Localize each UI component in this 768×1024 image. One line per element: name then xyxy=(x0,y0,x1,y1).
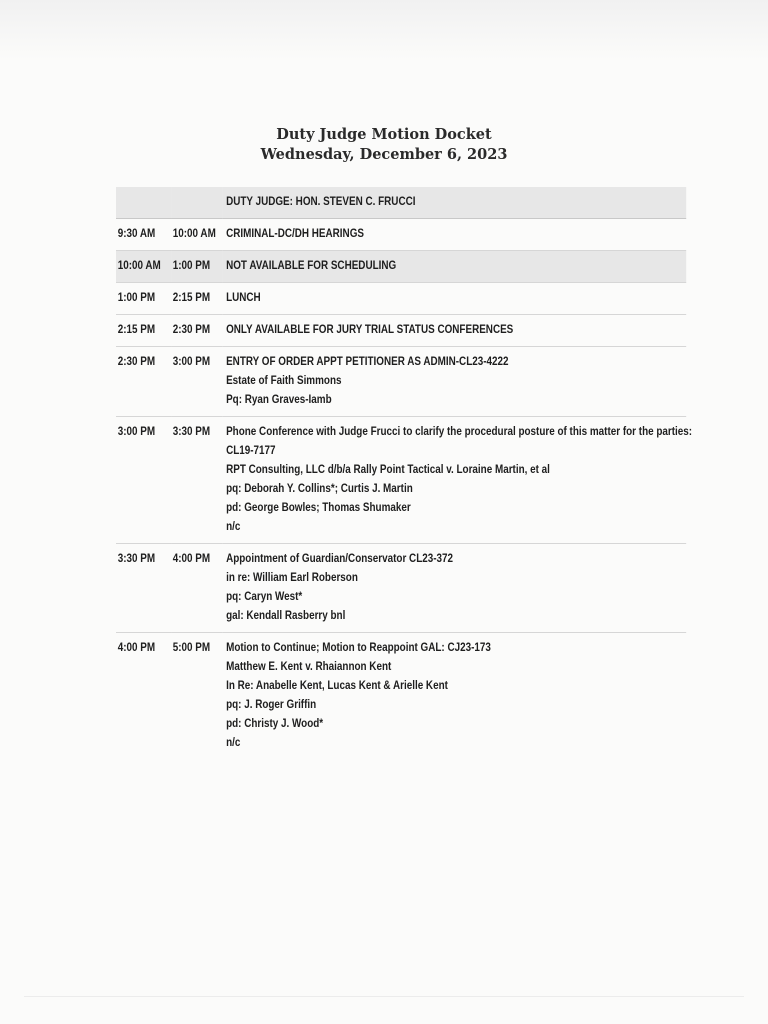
docket-row xyxy=(116,417,686,544)
end-time: 2:15 PM xyxy=(171,283,223,315)
end-time: 5:00 PM xyxy=(172,642,211,654)
docket-row xyxy=(116,251,686,283)
entry-line: In Re: Anabelle Kent, Lucas Kent & Arielle Kent xyxy=(226,680,448,692)
entry-line: pq: Caryn West* xyxy=(226,591,303,603)
entry-description xyxy=(223,219,687,251)
docket-row xyxy=(116,315,686,347)
start-time: 10:00 AM xyxy=(116,251,171,283)
entry-line: in re: William Earl Roberson xyxy=(226,572,358,584)
entry-line: Matthew E. Kent v. Rhaiannon Kent xyxy=(226,661,392,673)
entry-description xyxy=(223,315,687,347)
docket-row xyxy=(116,347,686,417)
judge-row xyxy=(116,187,686,219)
start-time: 9:30 AM xyxy=(116,219,171,251)
start-time: 1:00 PM xyxy=(116,283,171,315)
judge-row-blank-start xyxy=(116,187,171,219)
entry-description xyxy=(223,633,687,760)
docket-row xyxy=(116,544,686,633)
start-time: 3:30 PM xyxy=(116,544,171,633)
entry-line: Pq: Ryan Graves-Iamb xyxy=(226,394,332,406)
entry-description xyxy=(223,347,687,417)
docket-date: Wednesday, December 6, 2023 xyxy=(260,146,508,163)
docket-table xyxy=(116,187,693,759)
docket-header xyxy=(0,125,768,165)
end-time: 10:00 AM xyxy=(171,219,223,251)
docket-row xyxy=(116,219,686,251)
entry-line: CRIMINAL-DC/DH HEARINGS xyxy=(226,228,364,240)
start-time: 4:00 PM xyxy=(117,642,156,654)
entry-line: Motion to Continue; Motion to Reappoint GAL: CJ23-173 xyxy=(226,642,491,654)
entry-line: pq: J. Roger Griffin xyxy=(226,699,317,711)
docket-row xyxy=(116,283,686,315)
entry-description xyxy=(223,283,687,315)
entry-line: n/c xyxy=(226,521,241,533)
entry-line: Phone Conference with Judge Frucci to clarify the procedural posture of this matter for the parties: xyxy=(226,426,693,438)
entry-line: pd: George Bowles; Thomas Shumaker xyxy=(226,502,411,514)
entry-line: pd: Christy J. Wood* xyxy=(226,718,324,730)
docket-title: Duty Judge Motion Docket xyxy=(276,126,492,143)
entry-description xyxy=(223,251,687,283)
entry-line: Estate of Faith Simmons xyxy=(226,375,342,387)
end-time: 3:00 PM xyxy=(171,347,223,417)
entry-line: pq: Deborah Y. Collins*; Curtis J. Martin xyxy=(226,483,413,495)
entry-line: NOT AVAILABLE FOR SCHEDULING xyxy=(226,260,397,272)
end-time: 3:30 PM xyxy=(171,417,223,544)
entry-description xyxy=(223,544,687,633)
end-time: 1:00 PM xyxy=(171,251,223,283)
entry-line: RPT Consulting, LLC d/b/a Rally Point Tactical v. Loraine Martin, et al xyxy=(226,464,550,476)
entry-line: LUNCH xyxy=(226,292,261,304)
entry-line: CL19-7177 xyxy=(226,445,276,457)
docket-row xyxy=(116,633,686,760)
entry-line: n/c xyxy=(226,737,241,749)
start-time: 2:30 PM xyxy=(116,347,171,417)
start-time: 3:00 PM xyxy=(116,417,171,544)
scan-top-shadow xyxy=(0,0,768,60)
entry-line: ONLY AVAILABLE FOR JURY TRIAL STATUS CONFERENCES xyxy=(226,324,514,336)
start-time: 2:15 PM xyxy=(116,315,171,347)
entry-line: ENTRY OF ORDER APPT PETITIONER AS ADMIN-CL23-4222 xyxy=(226,356,509,368)
scan-bottom-edge xyxy=(24,996,744,997)
end-time: 4:00 PM xyxy=(171,544,223,633)
judge-row-blank-end xyxy=(171,187,223,219)
entry-description xyxy=(223,417,693,544)
duty-judge: DUTY JUDGE: HON. STEVEN C. FRUCCI xyxy=(223,187,687,219)
entry-line: Appointment of Guardian/Conservator CL23-372 xyxy=(226,553,454,565)
entry-line: gal: Kendall Rasberry bnl xyxy=(226,610,346,622)
end-time: 2:30 PM xyxy=(171,315,223,347)
